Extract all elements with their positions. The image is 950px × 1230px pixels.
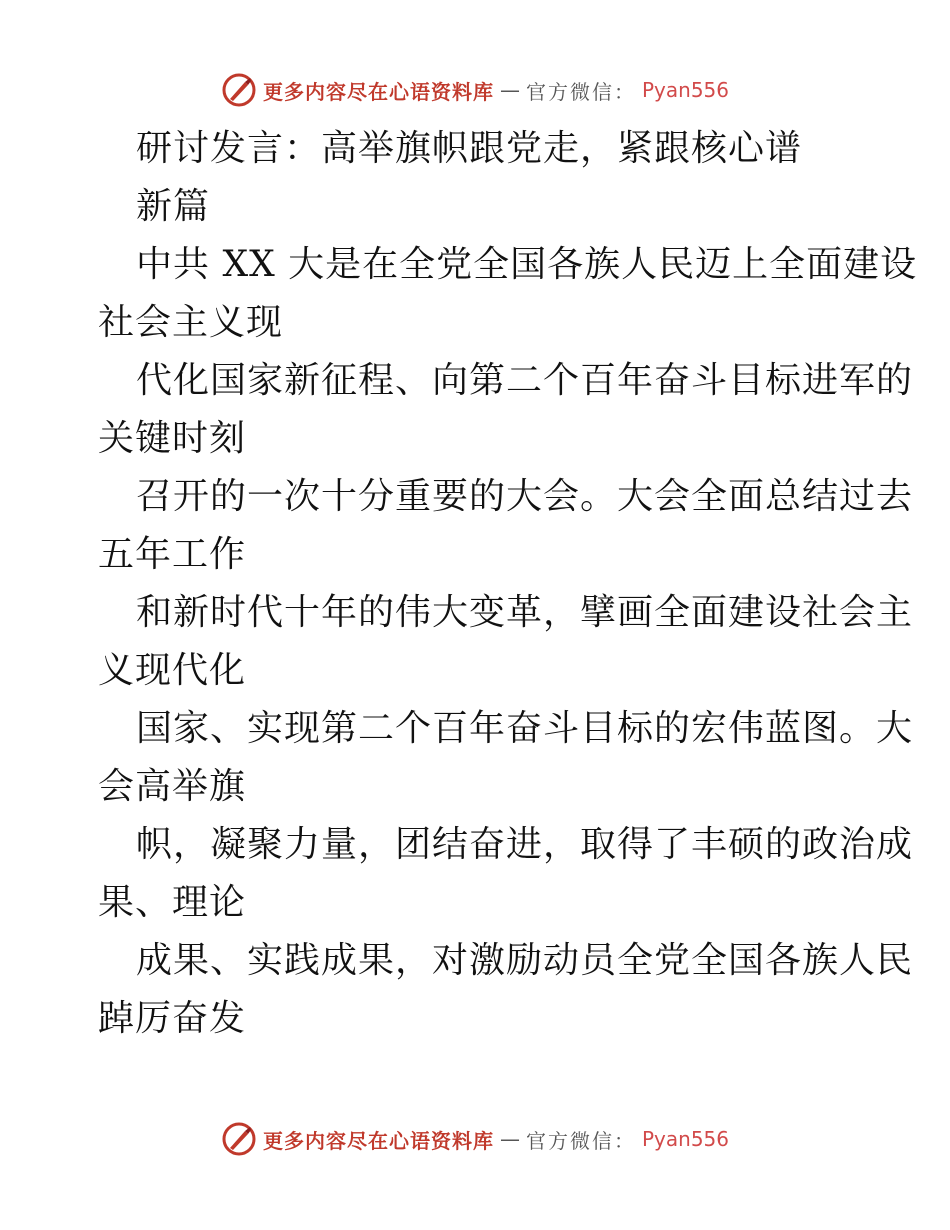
quill-pen-logo-icon bbox=[221, 72, 257, 108]
document-line: 召开的一次十分重要的大会。大会全面总结过去 bbox=[136, 476, 914, 517]
document-line: 会高举旗 bbox=[98, 766, 247, 807]
watermark-account: Pyan556 bbox=[641, 1127, 729, 1151]
document-line: 帜，凝聚力量，团结奋进，取得了丰硕的政治成 bbox=[136, 824, 914, 865]
document-line: 和新时代十年的伟大变革，擘画全面建设社会主 bbox=[136, 592, 914, 633]
header-watermark bbox=[0, 68, 950, 112]
document-line: 义现代化 bbox=[98, 650, 247, 691]
quill-pen-logo-icon bbox=[221, 1121, 257, 1157]
document-line: 社会主义现 bbox=[98, 302, 284, 343]
document-line: 踔厉奋发 bbox=[98, 998, 247, 1039]
document-line: 成果、实践成果，对激励动员全党全国各族人民 bbox=[136, 940, 914, 981]
document-line: 研讨发言：高举旗帜跟党走，紧跟核心谱 bbox=[136, 128, 803, 169]
document-line: 中共 XX 大是在全党全国各族人民迈上全面建设 bbox=[136, 244, 918, 285]
watermark-account: Pyan556 bbox=[641, 78, 729, 102]
document-line: 果、理论 bbox=[98, 882, 247, 923]
watermark-label: 官方微信： bbox=[525, 79, 636, 104]
watermark-separator: — bbox=[499, 78, 520, 102]
watermark-brand: 更多内容尽在心语资料库 bbox=[262, 1128, 494, 1153]
footer-watermark bbox=[0, 1117, 950, 1161]
document-line: 国家、实现第二个百年奋斗目标的宏伟蓝图。大 bbox=[136, 708, 914, 749]
watermark-brand: 更多内容尽在心语资料库 bbox=[262, 79, 494, 104]
document-line: 新篇 bbox=[136, 186, 211, 227]
document-body bbox=[98, 120, 918, 1048]
document-line: 代化国家新征程、向第二个百年奋斗目标进军的 bbox=[136, 360, 914, 401]
watermark-separator: — bbox=[499, 1127, 520, 1151]
document-line: 五年工作 bbox=[98, 534, 247, 575]
document-line: 关键时刻 bbox=[98, 418, 247, 459]
watermark-label: 官方微信： bbox=[525, 1128, 636, 1153]
